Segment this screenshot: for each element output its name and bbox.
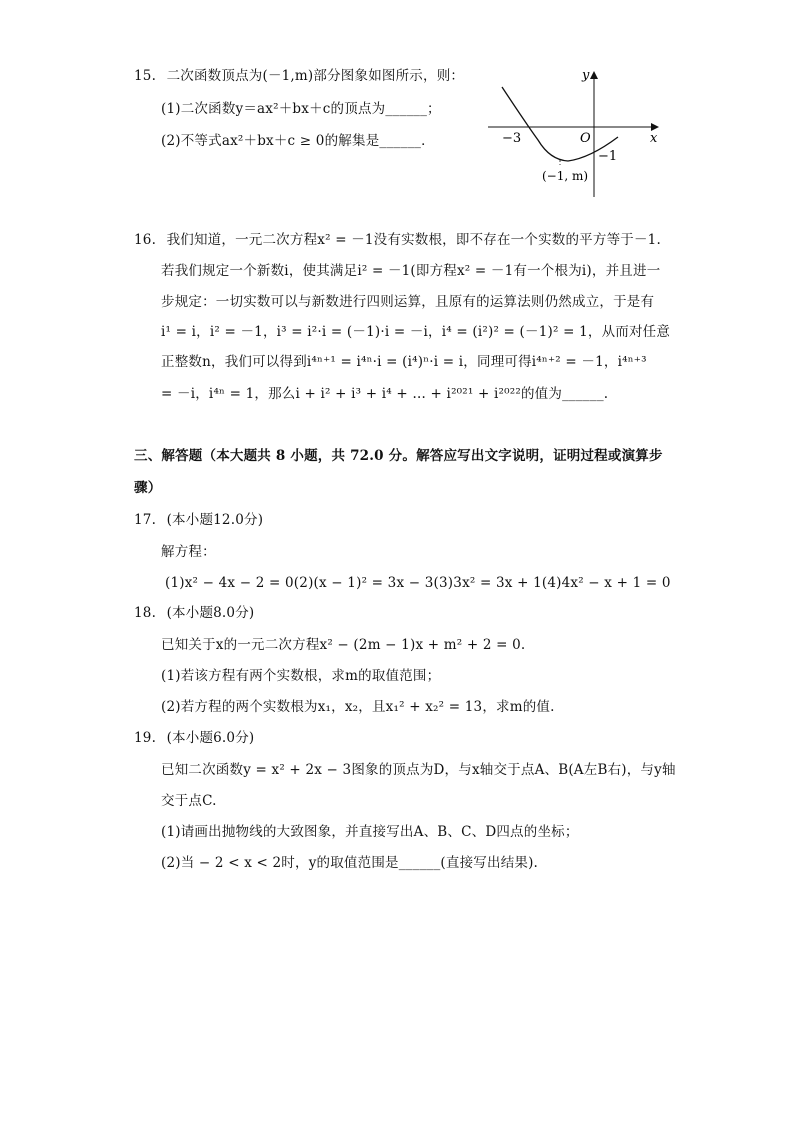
q16-line-1 bbox=[134, 231, 661, 249]
x-axis-label: x bbox=[650, 131, 658, 146]
q19-number: 19. bbox=[134, 730, 157, 746]
q17-header bbox=[134, 511, 263, 529]
section3-heading-cont: 骤） bbox=[134, 480, 162, 496]
q19-stem-2: 交于点C. bbox=[161, 793, 217, 809]
section3-heading: 三、解答题（本大题共 8 小题，共 72.0 分。解答应写出文字说明，证明过程或演算步 bbox=[134, 448, 663, 464]
q16-number: 16. bbox=[134, 232, 157, 248]
q15-part2: (2)不等式ax²＋bx＋c ≥ 0的解集是______． bbox=[161, 133, 435, 149]
q15-stem-line bbox=[134, 67, 464, 85]
q19-part2: (2)当 − 2 < x < 2时，y的取值范围是______(直接写出结果). bbox=[161, 855, 539, 871]
q16-text-6: = －i，i⁴ⁿ = 1，那么i + i² + i³ + i⁴ + … + i²⁰²¹ + i²⁰²²的值为______. bbox=[161, 386, 609, 402]
q17-number: 17. bbox=[134, 512, 157, 528]
q18-score: (本小题8.0分) bbox=[166, 605, 255, 621]
q16-text-4: i¹ = i，i² = －1，i³ = i²·i = (－1)·i = －i，i⁴ = (i²)² = (－1)² = 1，从而对任意 bbox=[161, 324, 671, 340]
q18-stem: 已知关于x的一元二次方程x² − (2m − 1)x + m² + 2 = 0. bbox=[161, 637, 526, 653]
q16-text-3: 步规定：一切实数可以与新数进行四则运算，且原有的运算法则仍然成立，于是有 bbox=[161, 294, 655, 310]
q19-part1: (1)请画出抛物线的大致图象，并直接写出A、B、C、D四点的坐标； bbox=[161, 824, 579, 840]
y-intercept-label: −1 bbox=[598, 149, 618, 164]
origin-label: O bbox=[580, 131, 591, 146]
q18-header bbox=[134, 604, 254, 622]
vertex-label: (−1, m) bbox=[542, 169, 589, 183]
q18-part1: (1)若该方程有两个实数根，求m的取值范围； bbox=[161, 668, 441, 684]
q19-stem-1: 已知二次函数y = x² + 2x − 3图象的顶点为D，与x轴交于点A、B(A左B右)，与y轴 bbox=[161, 762, 676, 778]
q15-parabola-graph bbox=[480, 62, 665, 202]
q16-text-1: 我们知道，一元二次方程x² = －1没有实数根，即不存在一个实数的平方等于－1. bbox=[166, 232, 661, 248]
q15-stem: 二次函数顶点为(－1,m)部分图象如图所示，则： bbox=[166, 68, 465, 84]
q19-score: (本小题6.0分) bbox=[166, 730, 255, 746]
y-axis-label: y bbox=[582, 68, 590, 83]
x-intercept-label: −3 bbox=[502, 131, 522, 146]
q16-text-5: 正整数n，我们可以得到i⁴ⁿ⁺¹ = i⁴ⁿ·i = (i⁴)ⁿ·i = i，同理可得i⁴ⁿ⁺² = －1，i⁴ⁿ⁺³ bbox=[161, 354, 647, 370]
q16-text-2: 若我们规定一个新数i，使其满足i² = －1(即方程x² = －1有一个根为i)，并且进一 bbox=[161, 263, 661, 279]
q18-part2: (2)若方程的两个实数根为x₁，x₂，且x₁² + x₂² = 13，求m的值. bbox=[161, 699, 555, 715]
q15-part1: (1)二次函数y＝ax²＋bx＋c的顶点为______； bbox=[161, 101, 441, 117]
q17-equations: (1)x² − 4x − 2 = 0(2)(x − 1)² = 3x − 3(3)3x² = 3x + 1(4)4x² − x + 1 = 0 bbox=[165, 575, 671, 591]
q17-instruction: 解方程： bbox=[161, 544, 216, 560]
q18-number: 18. bbox=[134, 605, 157, 621]
q17-score: (本小题12.0分) bbox=[166, 512, 264, 528]
q19-header bbox=[134, 729, 254, 747]
q15-number: 15. bbox=[134, 68, 157, 84]
